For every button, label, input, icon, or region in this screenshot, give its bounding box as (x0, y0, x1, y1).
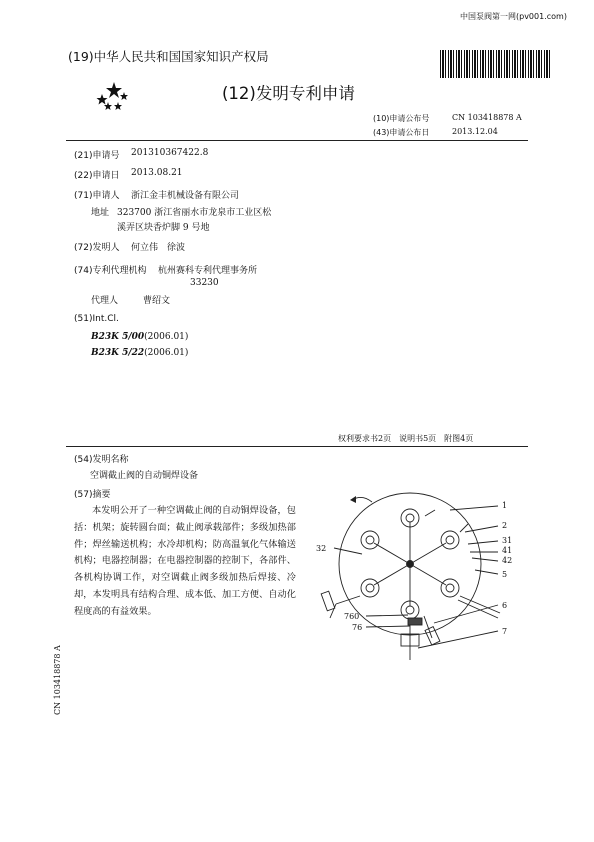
pub-no: CN 103418878 A (452, 113, 522, 122)
header-rule (66, 140, 528, 141)
pub-no-label: (10)申请公布号 (373, 114, 430, 123)
inventor-label: (72)发明人 (74, 243, 120, 253)
agency: 杭州赛科专利代理事务所 (158, 266, 258, 276)
side-publication-number: CN 103418878 A (53, 645, 62, 715)
ipc-label: (51)Int.Cl. (74, 314, 119, 324)
figure-label: 76 (352, 623, 363, 632)
figure-label: 31 (502, 536, 513, 545)
ipc-version: (2006.01) (144, 348, 189, 358)
cnipa-logo-icon (94, 80, 136, 114)
address-line-2: 溪弄区块香炉脚 9 号地 (117, 223, 210, 233)
abstract-text: 本发明公开了一种空调截止阀的自动铜焊设备，包括：机架；旋转圆台面；截止阀承载部件；多级加热部件；焊丝输送机构；水冷却机构；防高温氧化气体输送机构；电器控制器；在电器控制器的控制下，各部件、各机构协调工作，对空调截止阀多级加热后焊接、冷却，本发明具有结构合理、成本低、加工方便、自动化程度高的有益效果。 (74, 505, 296, 617)
barcode (440, 50, 550, 78)
agent: 曹绍文 (143, 296, 171, 306)
app-no: 201310367422.8 (131, 148, 209, 158)
figure-label: 1 (502, 501, 508, 510)
abstract-figure (300, 488, 540, 668)
section-rule (66, 446, 528, 447)
office-name: (19)中华人民共和国国家知识产权局 (68, 49, 269, 64)
site-watermark: 中国泵阀第一网(pv001.com) (460, 12, 567, 21)
title-label: (54)发明名称 (74, 455, 129, 465)
address-line-1: 323700 浙江省丽水市龙泉市工业区松 (117, 208, 272, 218)
address-label: 地址 (91, 208, 110, 218)
pub-date-label: (43)申请公布日 (373, 128, 430, 137)
ipc-code: B23K 5/22 (91, 348, 145, 358)
figure-label: 760 (344, 612, 360, 621)
figure-label: 32 (316, 544, 327, 553)
figure-label: 7 (502, 627, 508, 636)
figure-label: 42 (502, 556, 513, 565)
applicant: 浙江金丰机械设备有限公司 (131, 191, 240, 201)
page-counts: 权利要求书2页 说明书5页 附图4页 (338, 434, 474, 443)
figure-label: 5 (502, 570, 508, 579)
figure-label: 2 (502, 521, 508, 530)
applicant-label: (71)申请人 (74, 191, 120, 201)
figure-label: 41 (502, 546, 513, 555)
ipc-version: (2006.01) (144, 332, 189, 342)
inventor: 何立伟 徐波 (131, 243, 186, 253)
ipc-code: B23K 5/00 (91, 332, 145, 342)
app-no-label: (21)申请号 (74, 151, 120, 161)
invention-title: 空调截止阀的自动铜焊设备 (90, 471, 199, 481)
abstract-label: (57)摘要 (74, 490, 111, 500)
agency-code: 33230 (190, 278, 219, 288)
ipc-entry (91, 348, 188, 358)
app-date-label: (22)申请日 (74, 171, 120, 181)
agency-label: (74)专利代理机构 (74, 266, 147, 276)
figure-label: 6 (502, 601, 508, 610)
ipc-entry (91, 332, 188, 342)
agent-label: 代理人 (91, 296, 119, 306)
document-type: (12)发明专利申请 (222, 84, 355, 103)
pub-date: 2013.12.04 (452, 127, 498, 136)
app-date: 2013.08.21 (131, 168, 183, 178)
